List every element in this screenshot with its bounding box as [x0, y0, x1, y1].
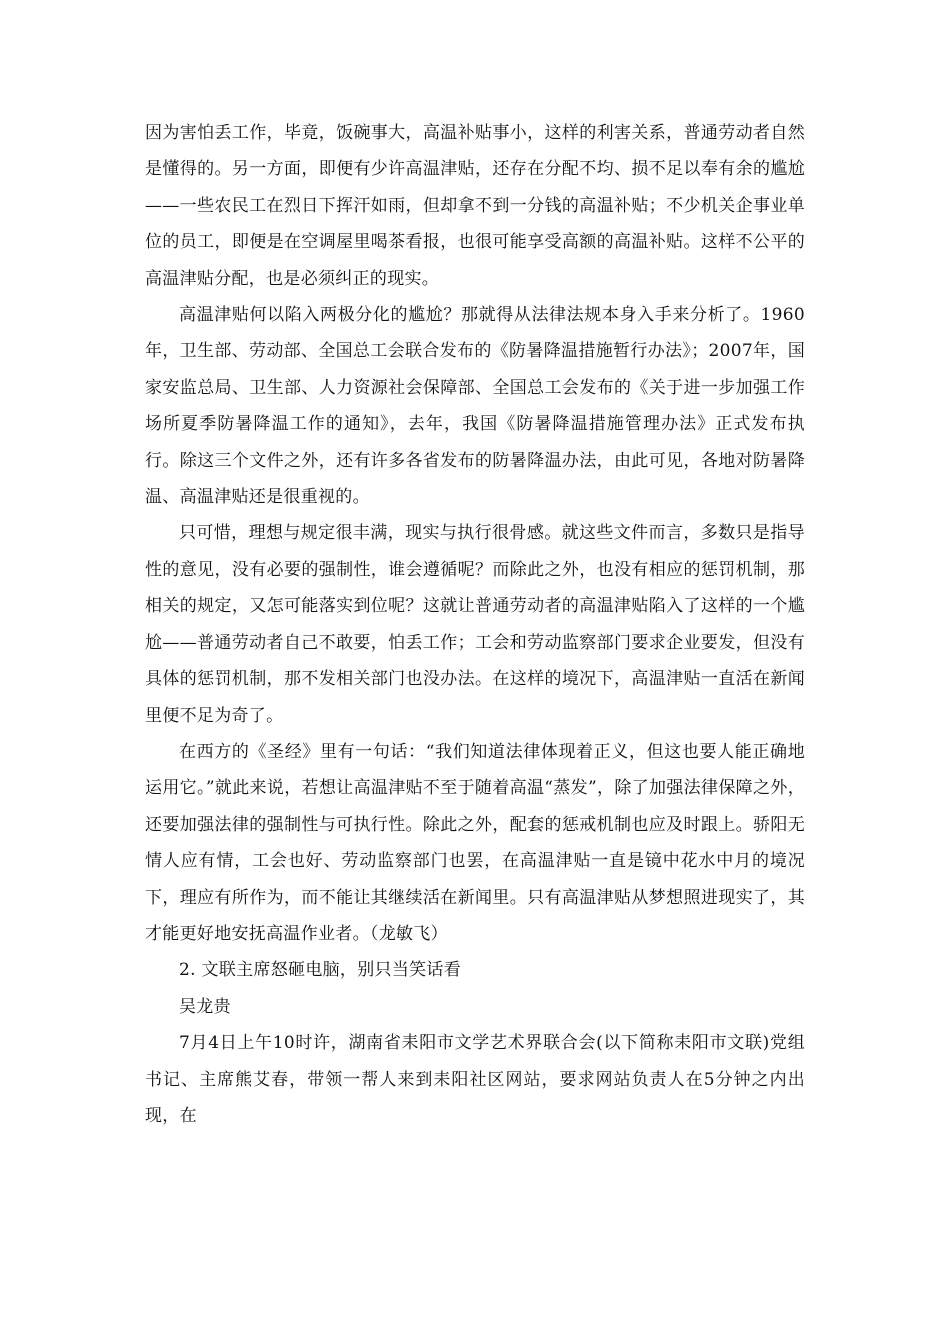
paragraph-1: 因为害怕丢工作，毕竟，饭碗事大，高温补贴事小，这样的利害关系，普通劳动者自然是懂得的。另一方面，即便有少许高温津贴，还存在分配不均、损不足以奉有余的尴尬——一些农民工在烈日下挥汗如雨，但却拿不到一分钱的高温补贴；不少机关企事业单位的员工，即便是在空调屋里喝茶看报，也很可能享受高额的高温补贴。这样不公平的高温津贴分配，也是必须纠正的现实。	[145, 123, 805, 289]
paragraph-4: 在西方的《圣经》里有一句话：“我们知道法律体现着正义，但这也要人能正确地运用它。”就此来说，若想让高温津贴不至于随着高温“蒸发”，除了加强法律保障之外，还要加强法律的强制性与可执行性。除此之外，配套的惩戒机制也应及时跟上。骄阳无情人应有情，工会也好、劳动监察部门也罢，在高温津贴一直是镜中花水中月的境况下，理应有所作为，而不能让其继续活在新闻里。只有高温津贴从梦想照进现实了，其才能更好地安抚高温作业者。（龙敏飞）	[145, 741, 805, 944]
section-heading: 2. 文联主席怒砸电脑，别只当笑话看	[179, 960, 462, 981]
paragraph-3: 只可惜，理想与规定很丰满，现实与执行很骨感。就这些文件而言，多数只是指导性的意见，没有必要的强制性，谁会遵循呢？而除此之外，也没有相应的惩罚机制，那相关的规定，又怎可能落实到位呢？这就让普通劳动者的高温津贴陷入了这样的一个尴尬——普通劳动者自己不敢要，怕丢工作；工会和劳动监察部门要求企业要发，但没有具体的惩罚机制，那不发相关部门也没办法。在这样的境况下，高温津贴一直活在新闻里便不足为奇了。	[145, 523, 805, 726]
paragraph-2: 高温津贴何以陷入两极分化的尴尬？那就得从法律法规本身入手来分析了。1960年，卫生部、劳动部、全国总工会联合发布的《防暑降温措施暂行办法》；2007年，国家安监总局、卫生部、人力资源社会保障部、全国总工会发布的《关于进一步加强工作场所夏季防暑降温工作的通知》，去年，我国《防暑降温措施管理办法》正式发布执行。除这三个文件之外，还有许多各省发布的防暑降温办法，由此可见，各地对防暑降温、高温津贴还是很重视的。	[145, 305, 805, 508]
section-author: 吴龙贵	[179, 996, 231, 1017]
paragraph-5: 7月4日上午10时许，湖南省耒阳市文学艺术界联合会(以下简称耒阳市文联)党组书记、主席熊艾春，带领一帮人来到耒阳社区网站，要求网站负责人在5分钟之内出现，在	[145, 1033, 805, 1126]
document-body	[145, 115, 805, 1134]
